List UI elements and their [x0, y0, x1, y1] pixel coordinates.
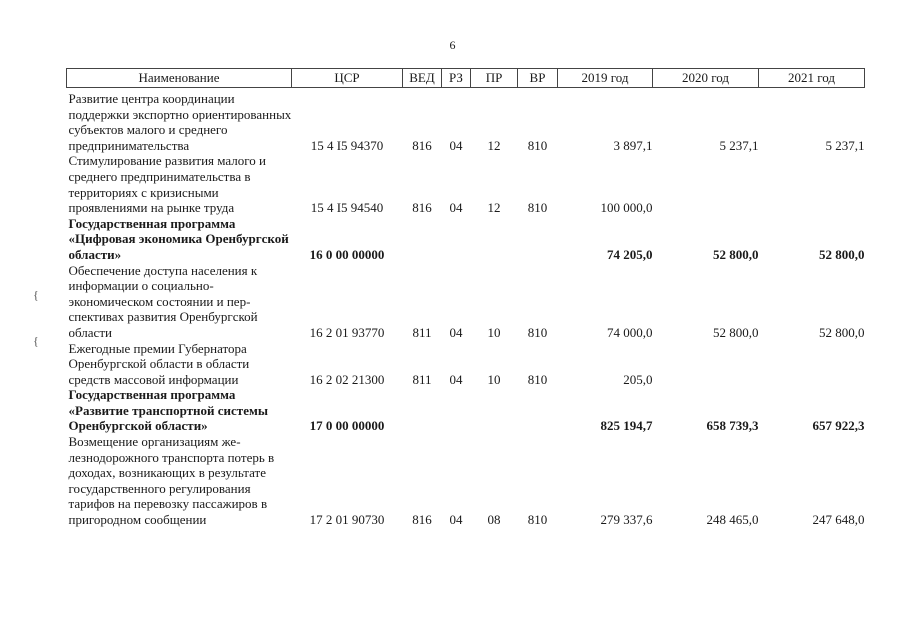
row-ved: 811 [412, 371, 432, 387]
row-2021: 52 800,0 [819, 324, 865, 340]
row-ved: 816 [412, 512, 432, 528]
row-name: Возмещение организациям железнодорожного транспорта потерь в доходах, возникающих в результате государственного регулирования тарифов на перевозку пассажиров в пригородном сообщении [68, 434, 275, 528]
table-row [67, 216, 865, 263]
header-ved: ВЕД [403, 69, 442, 88]
row-pr [471, 216, 518, 263]
header-vr: ВР [518, 69, 558, 88]
row-2021: 5 237,1 [825, 137, 865, 153]
row-csr: 17 2 01 90730 [309, 512, 385, 528]
row-rz: 04 [449, 200, 463, 216]
row-csr: 16 2 02 21300 [309, 371, 385, 387]
header-2021: 2021 год [759, 69, 865, 88]
row-2021 [759, 153, 865, 215]
row-name: Государственная программа «Развитие транспортной системы Оренбургской области» [68, 387, 268, 434]
row-vr: 810 [527, 512, 548, 528]
row-vr: 810 [527, 371, 548, 387]
table-row [67, 88, 865, 154]
row-pr: 12 [487, 200, 501, 216]
row-csr: 16 2 01 93770 [309, 324, 385, 340]
row-2019: 100 000,0 [600, 200, 653, 216]
row-2020 [653, 341, 759, 388]
row-ved: 811 [412, 324, 432, 340]
row-vr: 810 [527, 324, 548, 340]
row-2020: 658 739,3 [706, 418, 759, 434]
table-row [67, 153, 865, 215]
margin-mark: { [33, 288, 39, 302]
row-2020: 248 465,0 [706, 512, 759, 528]
margin-mark: { [33, 334, 39, 348]
row-2020 [653, 153, 759, 215]
page-number: 6 [449, 38, 456, 52]
row-vr: 810 [527, 137, 548, 153]
header-2020: 2020 год [653, 69, 759, 88]
row-pr: 12 [487, 137, 501, 153]
table-row [67, 434, 865, 528]
row-rz [442, 387, 471, 434]
row-pr: 10 [487, 324, 501, 340]
row-pr: 10 [487, 371, 501, 387]
row-pr [471, 387, 518, 434]
row-vr [518, 216, 558, 263]
row-name: Стимулирование развития малого и среднего предпринимательства в территориях с кризисными проявлениями на рынке труда [68, 153, 267, 216]
row-name: Ежегодные премии Губернатора Оренбургской области в области средств массовой информации [68, 340, 250, 387]
row-2019: 279 337,6 [600, 512, 653, 528]
row-ved [403, 387, 442, 434]
header-csr: ЦСР [292, 69, 403, 88]
row-2019: 74 000,0 [607, 324, 653, 340]
table-row [67, 387, 865, 434]
row-rz: 04 [449, 324, 463, 340]
row-rz: 04 [449, 371, 463, 387]
header-name: Наименование [67, 69, 292, 88]
row-2019: 205,0 [623, 371, 653, 387]
row-2021 [759, 341, 865, 388]
row-csr: 15 4 I5 94540 [310, 200, 384, 216]
row-rz: 04 [449, 137, 463, 153]
row-ved: 816 [412, 200, 432, 216]
row-rz: 04 [449, 512, 463, 528]
table-row [67, 263, 865, 341]
row-2021: 657 922,3 [812, 418, 865, 434]
row-ved [403, 216, 442, 263]
row-rz [442, 216, 471, 263]
row-csr: 17 0 00 00000 [309, 418, 385, 434]
row-2019: 74 205,0 [607, 246, 653, 262]
row-vr [518, 387, 558, 434]
header-pr: ПР [471, 69, 518, 88]
row-2021: 247 648,0 [812, 512, 865, 528]
row-2020: 52 800,0 [713, 246, 759, 262]
row-name: Государственная программа «Цифровая экономика Оренбургской области» [68, 215, 289, 262]
row-2020: 52 800,0 [713, 324, 759, 340]
row-csr: 16 0 00 00000 [309, 246, 385, 262]
header-rz: РЗ [442, 69, 471, 88]
row-2019: 3 897,1 [613, 137, 653, 153]
table-header-row [67, 69, 865, 88]
row-csr: 15 4 I5 94370 [310, 137, 384, 153]
row-vr: 810 [527, 200, 548, 216]
row-2019: 825 194,7 [600, 418, 653, 434]
row-2020: 5 237,1 [719, 137, 759, 153]
header-2019: 2019 год [558, 69, 653, 88]
row-name: Обеспечение доступа населения к информации о социально-экономическом состоянии и перспективах развития Оренбургской области [68, 262, 258, 340]
row-2021: 52 800,0 [819, 246, 865, 262]
table-row [67, 341, 865, 388]
row-pr: 08 [487, 512, 501, 528]
row-name: Развитие центра координации поддержки экспортно ориентированных субъектов малого и среднего предпринимательства [68, 91, 292, 153]
row-ved: 816 [412, 137, 432, 153]
budget-table [66, 68, 865, 528]
